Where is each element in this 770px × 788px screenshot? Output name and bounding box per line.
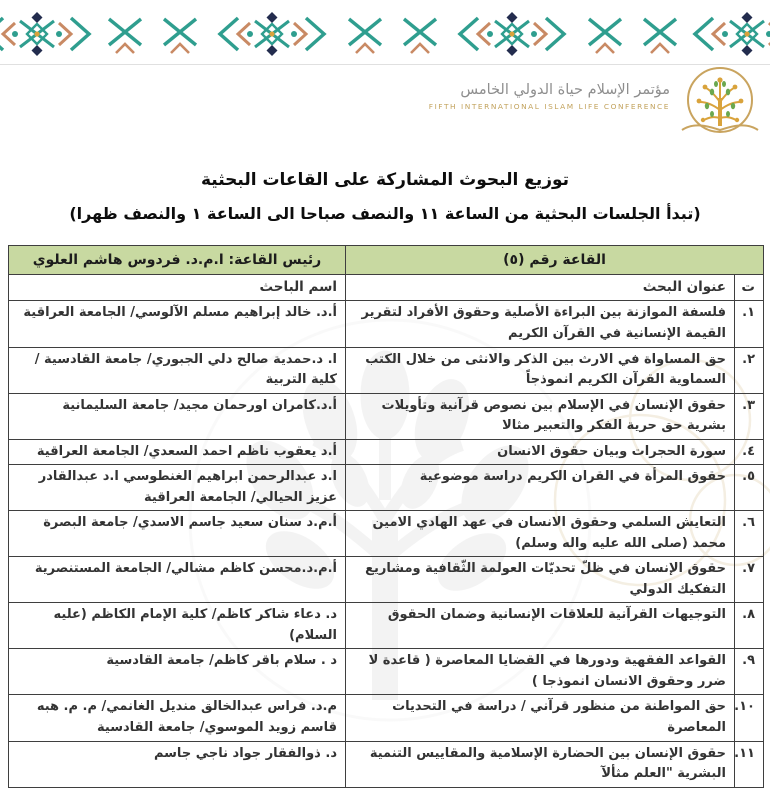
- table-row: [9, 649, 764, 695]
- research-title: حقوق الإنسان في ظلّ تحديّات العولمة الثّقافية ومشاريع التفكيك الدولي: [346, 557, 735, 603]
- table-row: [9, 695, 764, 741]
- geometric-frieze-decoration: [0, 8, 770, 62]
- hall-chair-header: رئيس القاعة: ا.م.د. فردوس هاشم العلوي: [9, 246, 346, 275]
- research-title: حق المواطنة من منظور قرآني / دراسة في التحديات المعاصرة: [346, 695, 735, 741]
- row-index: ٤.: [735, 439, 764, 465]
- researcher-name: أ.د. خالد إبراهيم مسلم الآلوسي/ الجامعة العراقية: [9, 301, 346, 347]
- research-title: حقوق الإنسان بين الحضارة الإسلامية والمقاييس التنمية البشرية "العلم مثألآ: [346, 741, 735, 787]
- research-title: التوجيهات القرآنية للعلاقات الإنسانية وضمان الحقوق: [346, 603, 735, 649]
- researcher-name: ا. د.حمدية صالح دلي الجبوري/ جامعة القادسية / كلية التربية: [9, 347, 346, 393]
- row-index: ٢.: [735, 347, 764, 393]
- table-row: [9, 347, 764, 393]
- table-header-row: [9, 246, 764, 275]
- row-index: ٧.: [735, 557, 764, 603]
- table-row: [9, 301, 764, 347]
- research-title: حق المساواة في الارث بين الذكر والانثى من خلال الكتب السماوية القرآن الكريم انموذجاً: [346, 347, 735, 393]
- researcher-name: ا.د عبدالرحمن ابراهيم الغنطوسي ا.د عبدالقادر عزيز الحيالي/ الجامعة العراقية: [9, 465, 346, 511]
- table-row: [9, 741, 764, 787]
- conference-logo-text: [429, 81, 670, 125]
- row-index: ٥.: [735, 465, 764, 511]
- table-row: [9, 393, 764, 439]
- hall-number-header: القاعة رقم (٥): [346, 246, 764, 275]
- conference-title-arabic: مؤتمر الإسلام حياة الدولي الخامس: [460, 82, 670, 99]
- column-header-row: [9, 275, 764, 301]
- research-distribution-table: [8, 245, 764, 788]
- researcher-name: أ.م.د سنان سعيد جاسم الاسدي/ جامعة البصرة: [9, 511, 346, 557]
- conference-title-english: FIFTH INTERNATIONAL ISLAM LIFE CONFERENCE: [428, 101, 670, 111]
- researcher-name: م.د. فراس عبدالخالق منديل الغانمي/ م. م. هبه قاسم زويد الموسوي/ جامعة القادسية: [9, 695, 346, 741]
- researcher-name: أ.د.كامران اورحمان مجيد/ جامعة السليمانية: [9, 393, 346, 439]
- page-title: توزيع البحوث المشاركة على القاعات البحثية: [200, 170, 570, 190]
- page-subtitle: (تبدأ الجلسات البحثية من الساعة ١١ والنصف صباحا الى الساعة ١ والنصف ظهرا): [69, 204, 701, 223]
- column-header-index: ت: [735, 275, 764, 301]
- column-header-researcher: اسم الباحث: [9, 275, 346, 301]
- row-index: ٦.: [735, 511, 764, 557]
- research-title: حقوق المرأة في القران الكريم دراسة موضوعية: [346, 465, 735, 511]
- research-title: سورة الحجرات وبيان حقوق الانسان: [346, 439, 735, 465]
- table-row: [9, 511, 764, 557]
- row-index: ٣.: [735, 393, 764, 439]
- research-title: التعايش السلمي وحقوق الانسان في عهد الهادي الامين محمد (صلى الله عليه واله وسلم): [346, 511, 735, 557]
- research-title: حقوق الإنسان في الإسلام بين نصوص قرآنية وتأويلات بشرية حق حرية الفكر والتعبير مثالا: [346, 393, 735, 439]
- tree-in-arch-logo-icon: [674, 64, 766, 142]
- researcher-name: أ.د يعقوب ناظم احمد السعدي/ الجامعة العراقية: [9, 439, 346, 465]
- table-row: [9, 603, 764, 649]
- researcher-name: د . سلام باقر كاظم/ جامعة القادسية: [9, 649, 346, 695]
- research-title: فلسفة الموازنة بين البراءة الأصلية وحقوق الأفراد لتقرير القيمة الإنسانية في القرآن الكريم: [346, 301, 735, 347]
- conference-logo: [429, 64, 766, 142]
- research-title: القواعد الفقهية ودورها في القضايا المعاصرة ( قاعدة لا ضرر وحقوق الانسان انموذجا ): [346, 649, 735, 695]
- row-index: ٨.: [735, 603, 764, 649]
- column-header-title: عنوان البحث: [346, 275, 735, 301]
- researcher-name: أ.م.د.محسن كاظم مشالي/ الجامعة المستنصرية: [9, 557, 346, 603]
- row-index: ١٠.: [735, 695, 764, 741]
- table-row: [9, 557, 764, 603]
- table-row: [9, 465, 764, 511]
- row-index: ١١.: [735, 741, 764, 787]
- row-index: ١.: [735, 301, 764, 347]
- table-row: [9, 439, 764, 465]
- researcher-name: د. دعاء شاكر كاظم/ كلية الإمام الكاظم (عليه السلام): [9, 603, 346, 649]
- row-index: ٩.: [735, 649, 764, 695]
- researcher-name: د. ذوالفقار جواد ناجي جاسم: [9, 741, 346, 787]
